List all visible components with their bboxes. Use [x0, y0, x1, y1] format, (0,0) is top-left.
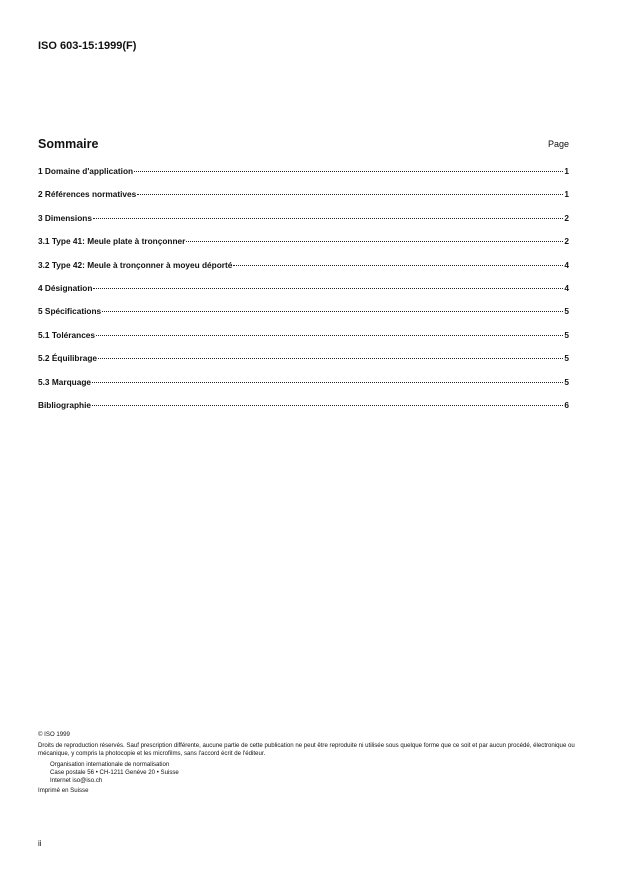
toc-entry-page: 5 [564, 376, 569, 387]
toc-entry-label: 3.2 Type 42: Meule à tronçonner à moyeu déporté [38, 259, 233, 270]
toc-list [38, 166, 569, 423]
toc-leader [137, 194, 563, 195]
toc-entry[interactable] [38, 400, 569, 423]
toc-entry[interactable] [38, 353, 569, 376]
toc-entry-page: 2 [564, 212, 569, 223]
toc-leader [186, 241, 563, 242]
toc-page-label: Page [547, 139, 569, 149]
toc-entry-label: 4 Désignation [38, 282, 93, 293]
organisation-name: Organisation internationale de normalisation [50, 761, 170, 768]
toc-entry-page: 1 [564, 166, 569, 176]
toc-leader [92, 405, 563, 406]
postal-address: Case postale 56 • CH-1211 Genève 20 • Suisse [50, 769, 179, 776]
toc-entry-label: 5 Spécifications [38, 306, 102, 317]
toc-entry-label: 3 Dimensions [38, 212, 92, 223]
toc-leader [93, 218, 563, 219]
toc-entry-page: 5 [564, 353, 569, 364]
printed-location: Imprimé en Suisse [38, 787, 89, 794]
toc-entry-label: 1 Domaine d'application [38, 166, 134, 176]
toc-entry-label: 5.1 Tolérances [38, 329, 96, 340]
toc-entry-page: 5 [564, 306, 569, 317]
toc-entry-page: 5 [564, 329, 569, 340]
toc-entry-label: 5.2 Équilibrage [38, 353, 98, 364]
copyright-notice: © ISO 1999 [38, 731, 70, 738]
toc-entry-page: 1 [564, 189, 569, 200]
toc-entry-page: 4 [564, 282, 569, 293]
page-number: ii [38, 839, 42, 848]
toc-leader [102, 311, 563, 312]
toc-entry[interactable] [38, 377, 569, 400]
toc-leader [134, 171, 563, 172]
toc-entry-label: 5.3 Marquage [38, 376, 92, 387]
toc-entry[interactable] [38, 166, 569, 189]
toc-entry-label: 2 Références normatives [38, 189, 137, 200]
toc-entry[interactable] [38, 283, 569, 306]
toc-header [38, 137, 569, 151]
toc-entry[interactable] [38, 330, 569, 353]
toc-leader [233, 265, 563, 266]
toc-leader [92, 382, 563, 383]
toc-entry[interactable] [38, 236, 569, 259]
document-id: ISO 603-15:1999(F) [38, 40, 137, 52]
toc-entry[interactable] [38, 189, 569, 212]
internet-contact: Internet iso@iso.ch [50, 777, 103, 784]
toc-entry[interactable] [38, 260, 569, 283]
toc-entry-page: 6 [564, 399, 569, 410]
toc-title: Sommaire [38, 137, 99, 151]
toc-entry[interactable] [38, 213, 569, 236]
rights-statement: Droits de reproduction réservés. Sauf prescription différente, aucune partie de cette publication ne peut être reproduite ni utilisée sous quelque forme que ce soit et par aucun procédé, électronique ou mécanique, y compris la photocopie et les microfilms, sans l'accord écrit de l'éditeur. [38, 742, 575, 757]
toc-entry-page: 4 [564, 259, 569, 270]
publisher-address [38, 761, 578, 785]
toc-entry[interactable] [38, 306, 569, 329]
toc-leader [96, 335, 563, 336]
copyright-block [38, 731, 578, 795]
toc-entry-label: 3.1 Type 41: Meule plate à tronçonner [38, 236, 186, 247]
toc-entry-page: 2 [564, 236, 569, 247]
toc-entry-label: Bibliographie [38, 399, 92, 410]
toc-leader [93, 288, 563, 289]
toc-leader [98, 358, 563, 359]
